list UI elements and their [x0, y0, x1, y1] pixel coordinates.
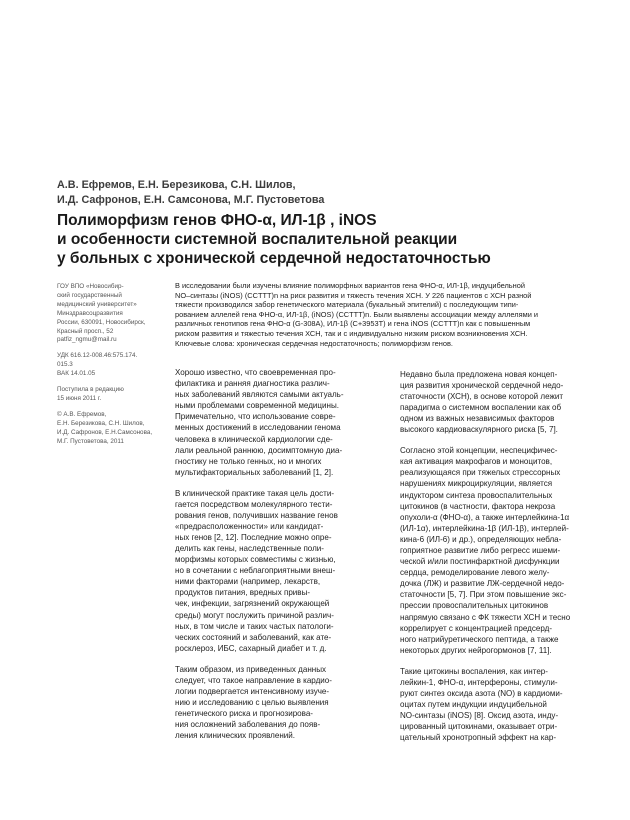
title-line: Полиморфизм генов ФНО-α, ИЛ-1β , iNOS [57, 212, 377, 229]
text-line: Недавно была предложена новая концеп- [400, 370, 558, 379]
affiliation-line: России, 630091, Новосибирск, [57, 318, 146, 326]
affiliation-line: ГОУ ВПО «Новосибир- [57, 283, 124, 290]
text-line: ния осложнений заболевания до появ- [175, 720, 321, 729]
text-line: опухоли-α (ФНО-α), а также интерлейкина-1α [400, 512, 570, 522]
copyright-line: Е.Н. Березикова, С.Н. Шилов, [57, 419, 145, 427]
authors-line: И.Д. Сафронов, Е.Н. Самсонова, М.Г. Пустоветова [57, 194, 325, 206]
abstract-line: рованием аллелей гена ФНО-α, ИЛ-1β, (iNOS) (CCTTT)n. Были выявлены ассоциации между аллелями и [175, 309, 538, 319]
paragraph [400, 369, 600, 436]
copyright-line: © А.В. Ефремов, [57, 410, 107, 418]
text-line: мультифакториальных заболеваний [1, 2]. [175, 467, 334, 477]
body-column-left [175, 367, 375, 751]
text-line: Таким образом, из приведенных данных [175, 664, 327, 674]
affiliation-line: медицинский университет» [57, 300, 137, 308]
keywords-line: Ключевые слова: хроническая сердечная недостаточность; полиморфизм генов. [175, 338, 453, 348]
text-line: прессии провоспалительных цитокинов [400, 601, 549, 611]
text-line: ными проблемами современной медицины. [175, 401, 339, 411]
text-line: ных генов [2, 12]. Последние можно опре- [175, 532, 332, 542]
text-line: генетического риска и прогнозирова- [175, 708, 313, 718]
text-line: лейкин-1, ФНО-α, интерфероны, стимули- [400, 677, 558, 687]
text-line: филактика и ранняя диагностика различ- [175, 379, 330, 389]
text-line: нарушениях микроциркуляции, является [400, 479, 553, 489]
text-line: реализующаяся при тяжелых стрессорных [400, 468, 561, 478]
text-line: парадигма о системном воспалении как об [400, 403, 562, 413]
text-line: ческой и/или постинфарктной дисфункции [400, 557, 560, 567]
vak-line: ВАК 14.01.05 [57, 370, 96, 378]
text-line: рования генов, получивших название генов [175, 510, 338, 520]
text-line: напрямую связано с ФК тяжести ХСН и тесно [400, 612, 571, 622]
copyright-line: М.Г. Пустоветова, 2011 [57, 437, 124, 445]
text-line: ных заболеваний являются самыми актуаль- [175, 390, 344, 400]
text-line: одном из важных независимых факторов [400, 414, 555, 424]
udk-line: УДК 616.12-008.46:575.174. [57, 352, 138, 360]
paragraph [175, 664, 375, 742]
text-line: нию и исследованию с целью выявления [175, 697, 329, 707]
udk-line: 015.3 [57, 361, 73, 369]
paragraph [175, 367, 375, 478]
affiliation-line: Минздравсоцразвития [57, 309, 123, 317]
abstract-line: тяжести производился забор генетического материала (букальный эпителий) с последующим типи- [175, 300, 519, 310]
text-line: логии подвергается интенсивному изуче- [175, 686, 330, 696]
text-line: руют синтез оксида азота (NO) в кардиоми- [400, 688, 563, 698]
article-sidebar [57, 283, 172, 454]
text-line: индуктором синтеза провоспалительных [400, 490, 553, 500]
text-line: ного натрийуретического пептида, а также [400, 634, 559, 644]
text-line: ними факторами (например, лекарств, [175, 577, 321, 587]
text-line: В клинической практике такая цель дости- [175, 488, 335, 498]
text-line: чек, инфекции, загрязнений окружающей [175, 599, 330, 609]
text-line: статочности (ХСН), в основе которой лежит [400, 392, 564, 402]
text-line: (ИЛ-1α), интерлейкина-1β (ИЛ-1β), интерлей- [400, 523, 569, 533]
text-line: менных достижений в исследовании генома [175, 423, 341, 433]
text-line: гается посредством молекулярного тести- [175, 499, 333, 509]
article-title [57, 211, 597, 268]
text-line: делить как гены, наследственные поли- [175, 544, 324, 553]
article-authors [57, 178, 577, 208]
text-line: цированный цитокинами, оказывает отри- [400, 722, 558, 731]
text-line: цитокинов (в частности, фактора некроза [400, 501, 556, 511]
authors-line: А.В. Ефремов, Е.Н. Березикова, С.Н. Шилов, [57, 179, 296, 191]
text-line: дочка (ЛЖ) и развитие ЛЖ-сердечной недо- [400, 579, 565, 589]
text-line: «предрасположенности» или кандидат- [175, 521, 324, 531]
text-line: гностику не только генных, но и многих [175, 456, 322, 466]
paragraph [400, 666, 600, 744]
affiliation-email: patfiz_ngmu@mail.ru [57, 336, 117, 344]
text-line: Такие цитокины воспаления, как интер- [400, 666, 548, 676]
paragraph [400, 445, 600, 656]
received-line: Поступила в редакцию [57, 386, 124, 394]
text-line: человека в клинической кардиологии сде- [175, 434, 333, 444]
text-line: ческих состояний и заболеваний, как ате- [175, 632, 332, 642]
text-line: ных, в том числе и таких частых патологи- [175, 621, 334, 631]
udk-block [57, 352, 172, 379]
text-line: Хорошо известно, что своевременная про- [175, 368, 336, 377]
text-line: продуктов питания, вредных привы- [175, 588, 311, 598]
text-line: но в сочетании с неблагоприятными внеш- [175, 566, 336, 576]
abstract-line: В исследовании были изучены влияние полиморфных вариантов гена ФНО-α, ИЛ-1β, индуцибельной [175, 281, 525, 290]
copyright-line: И.Д. Сафронов, Е.Н.Самсонова, [57, 428, 153, 436]
received-date: 15 июня 2011 г. [57, 394, 102, 402]
affiliation-block [57, 283, 172, 345]
title-line: у больных с хронической сердечной недостаточностью [57, 250, 491, 267]
text-line: кина-6 (ИЛ-6) и др.), определяющих небла- [400, 534, 562, 544]
affiliation-line: ский государственный [57, 291, 122, 299]
text-line: следует, что такое направление в кардио- [175, 675, 332, 685]
text-line: ция развития хронической сердечной недо- [400, 381, 564, 391]
text-line: оцитах путем индукции индуцибельной [400, 699, 547, 709]
affiliation-line: Красный просп., 52 [57, 327, 114, 335]
text-line: среды) могут послужить причиной различ- [175, 610, 334, 620]
text-line: коррелирует с концентрацией предсерд- [400, 623, 553, 633]
body-column-right [400, 369, 600, 753]
text-line: Примечательно, что использование совре- [175, 412, 336, 422]
received-block [57, 386, 172, 404]
text-line: Согласно этой концепции, неспецифичес- [400, 446, 558, 456]
abstract-line: риском развития и тяжестью течения ХСН, так и с индивидуально низким риском возникновения ХСН. [175, 328, 528, 338]
paragraph [175, 488, 375, 654]
text-line: кая активация макрофагов и моноцитов, [400, 457, 553, 467]
text-line: цательный хронотропный эффект на кар- [400, 733, 557, 743]
text-line: сердца, ремоделирование левого желу- [400, 568, 550, 578]
text-line: некоторых других нейрогормонов [7, 11]. [400, 645, 552, 655]
text-line: ления клинических проявлений. [175, 731, 296, 741]
text-line: высокого кардиоваскулярного риска [5, 7]. [400, 425, 558, 435]
text-line: лали реальной раннюю, досимптомную диа- [175, 445, 343, 455]
copyright-block [57, 411, 172, 447]
abstract-line: различных генотипов гена ФНО-α (G-308A), ИЛ-1β (C+3953T) и гена iNOS (CCTTT)n как с повышенным [175, 319, 531, 329]
title-line: и особенности системной воспалительной реакции [57, 231, 458, 248]
text-line: росклероз, ИБС, сахарный диабет и т. д. [175, 643, 327, 653]
text-line: NO-синтазы (iNOS) [8]. Оксид азота, инду- [400, 710, 559, 720]
abstract-line: NO–синтазы (iNOS) (CCTTT)n на риск развития и тяжесть течения ХСН. У 226 пациентов с ХСН разной [175, 290, 532, 300]
text-line: морфизмы которых совместимы с жизнью, [175, 555, 336, 565]
text-line: гоприятное развитие либо регресс ишеми- [400, 546, 561, 555]
article-abstract [175, 281, 595, 348]
text-line: статочности [5, 7]. При этом повышение экс- [400, 590, 567, 600]
